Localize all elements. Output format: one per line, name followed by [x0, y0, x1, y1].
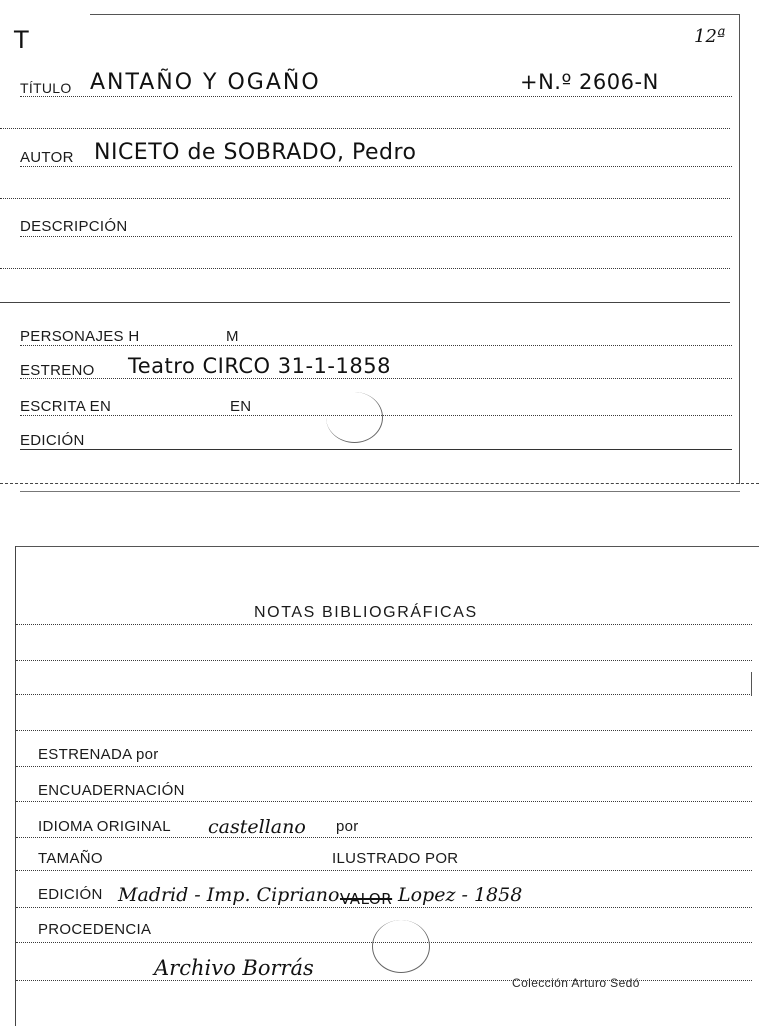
- blank-line-1: [0, 128, 730, 129]
- edicion-line: [20, 449, 732, 450]
- notas-right-tick: [751, 672, 752, 696]
- notas-line-2: [16, 660, 752, 661]
- edicion-value-b: Lopez - 1858: [398, 884, 523, 906]
- titulo-line: [20, 96, 732, 97]
- notas-line-3: [16, 694, 752, 695]
- estreno-value: Teatro CIRCO 31-1-1858: [128, 354, 391, 378]
- edicion-line-bottom: [16, 907, 752, 908]
- personajes-label: PERSONAJES H: [20, 328, 140, 345]
- edicion-struck: VALOR: [340, 890, 393, 908]
- edicion-label-bottom: EDICIÓN: [38, 886, 103, 903]
- card-bottom-edge-2: [20, 491, 740, 492]
- tamano-line: [16, 870, 752, 871]
- estreno-line: [20, 378, 732, 379]
- encuadernacion-line: [16, 801, 752, 802]
- notas-line-1: [16, 624, 752, 625]
- notas-heading: NOTAS BIBLIOGRÁFICAS: [254, 604, 478, 621]
- procedencia-line-2: [16, 980, 752, 981]
- descripcion-line-2: [0, 268, 730, 269]
- punch-hole-mark: [326, 392, 383, 443]
- catalog-card-bottom: [0, 500, 759, 1028]
- catalog-card-top: [0, 0, 759, 500]
- card-right-edge: [739, 14, 740, 484]
- punch-hole-mark-bottom: [372, 920, 430, 973]
- corner-number: 12ª: [694, 26, 726, 47]
- estreno-label: ESTRENO: [20, 362, 95, 379]
- collection-stamp: Colección Arturo Sedó: [512, 976, 640, 990]
- encuadernacion-label: ENCUADERNACIÓN: [38, 782, 185, 799]
- edicion-value-a: Madrid - Imp. Cipriano: [118, 884, 340, 906]
- procedencia-label: PROCEDENCIA: [38, 921, 152, 938]
- ilustrado-label: ILUSTRADO POR: [332, 850, 459, 867]
- tamano-label: TAMAÑO: [38, 850, 103, 867]
- card-bottom-edge: [0, 483, 759, 484]
- autor-label: AUTOR: [20, 149, 74, 166]
- corner-letter: T: [14, 26, 30, 54]
- blank-line-2: [0, 198, 730, 199]
- numero-mark: +N.º 2606-N: [520, 70, 659, 94]
- escrita-en-label: ESCRITA EN: [20, 398, 112, 415]
- estrenada-line: [16, 766, 752, 767]
- personajes-line: [20, 345, 732, 346]
- notas-line-4: [16, 730, 752, 731]
- estrenada-label: ESTRENADA por: [38, 746, 159, 763]
- edicion-label-top: EDICIÓN: [20, 432, 85, 449]
- descripcion-line-3: [0, 302, 730, 303]
- idioma-line: [16, 837, 752, 838]
- en-label: EN: [230, 398, 252, 415]
- card-top-edge-bottom: [16, 546, 759, 547]
- descripcion-line: [20, 236, 732, 237]
- card-top-edge: [90, 14, 740, 15]
- autor-value: NICETO de SOBRADO, Pedro: [94, 140, 417, 165]
- por-label: por: [336, 818, 359, 835]
- personajes-m-label: M: [226, 328, 239, 345]
- titulo-label: TÍTULO: [20, 80, 72, 96]
- idioma-value: castellano: [208, 816, 306, 838]
- autor-line: [20, 166, 732, 167]
- procedencia-value: Archivo Borrás: [154, 956, 314, 980]
- card-left-edge: [15, 546, 16, 1026]
- titulo-value: ANTAÑO Y OGAÑO: [90, 70, 321, 95]
- descripcion-label: DESCRIPCIÓN: [20, 218, 128, 235]
- idioma-label: IDIOMA ORIGINAL: [38, 818, 171, 835]
